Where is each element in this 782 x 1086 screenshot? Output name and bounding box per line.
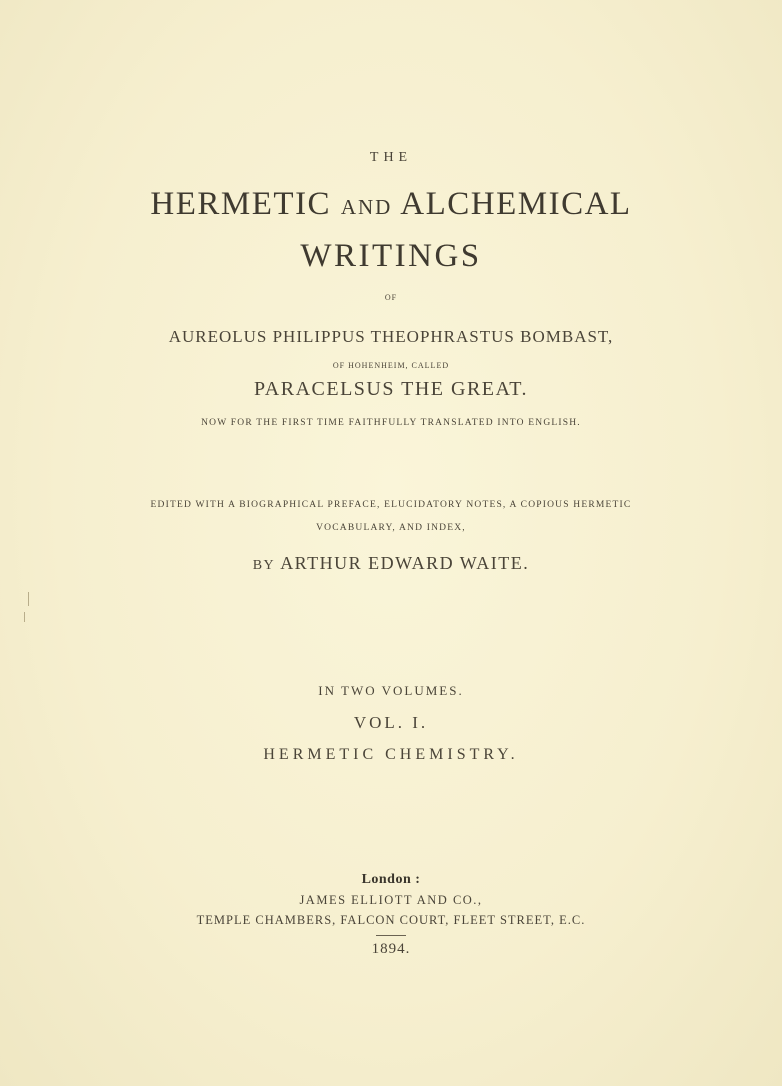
imprint-rule — [376, 935, 406, 936]
author-name: AUREOLUS PHILIPPUS THEOPHRASTUS BOMBAST, — [168, 327, 614, 346]
title-and: AND — [340, 195, 393, 219]
title-writings: WRITINGS — [300, 238, 482, 274]
translation-note: NOW FOR THE FIRST TIME FAITHFULLY TRANSLATED INTO ENGLISH. — [201, 418, 581, 428]
title-alchemical: ALCHEMICAL — [400, 186, 632, 222]
of-hohenheim-label: OF HOHENHEIM, CALLED — [332, 361, 450, 370]
of-label: OF — [384, 293, 398, 302]
edited-line-1: EDITED WITH A BIOGRAPHICAL PREFACE, ELUCIDATORY NOTES, A COPIOUS HERMETIC — [150, 500, 632, 510]
edited-line-2: VOCABULARY, AND INDEX, — [316, 523, 466, 533]
title-hermetic: HERMETIC — [150, 186, 332, 222]
title-the: THE — [369, 150, 413, 165]
volume-subject: HERMETIC CHEMISTRY. — [263, 746, 519, 763]
volume-number: VOL. I. — [353, 713, 429, 732]
by-label: BY — [252, 558, 276, 573]
imprint-address: TEMPLE CHAMBERS, FALCON COURT, FLEET STREET, E.C. — [196, 913, 586, 927]
editor-name: ARTHUR EDWARD WAITE. — [280, 553, 530, 573]
volumes-note: IN TWO VOLUMES. — [318, 683, 464, 698]
paper-speck — [24, 612, 25, 622]
paper-speck — [28, 592, 29, 606]
editor-credit — [0, 553, 782, 574]
imprint-year: 1894. — [371, 941, 411, 957]
imprint-publisher: JAMES ELLIOTT AND CO., — [299, 893, 483, 907]
author-epithet: PARACELSUS THE GREAT. — [254, 378, 528, 400]
imprint-city: London : — [361, 872, 421, 887]
main-title — [0, 186, 782, 223]
